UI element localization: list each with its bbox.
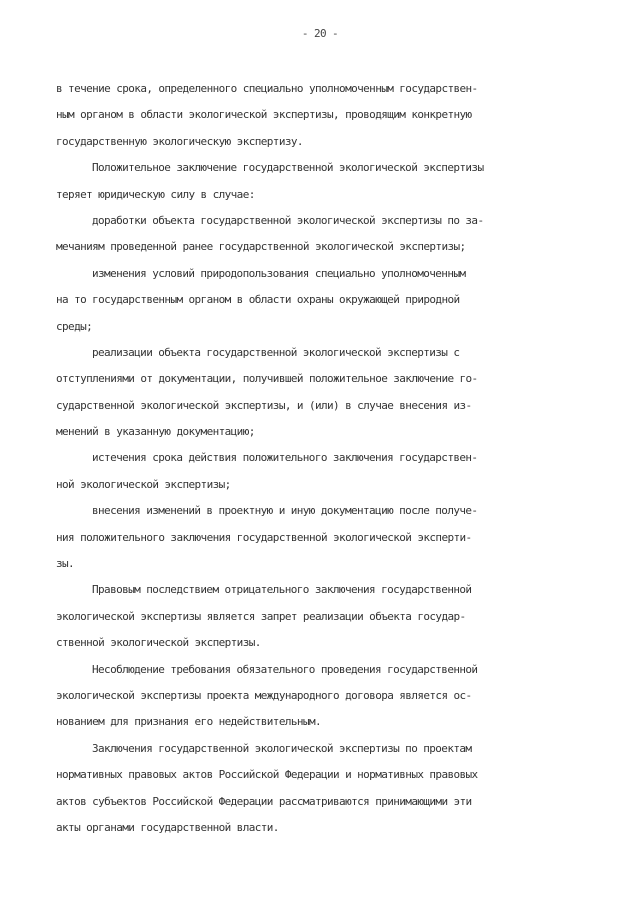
text-line: акты органами государственной власти.: [56, 820, 279, 834]
text-line: на то государственным органом в области охраны окружающей природной: [56, 293, 460, 307]
paragraph-first-line: внесения изменений в проектную и иную документацию после получе-: [92, 504, 478, 518]
paragraph-first-line: Положительное заключение государственной экологической экспертизы: [92, 161, 484, 175]
text-line: экологической экспертизы проекта международного договора является ос-: [56, 688, 472, 702]
text-line: ственной экологической экспертизы.: [56, 636, 261, 650]
paragraph-first-line: реализации объекта государственной экологической экспертизы с: [92, 345, 460, 359]
text-line: зы.: [56, 557, 75, 571]
text-line: экологической экспертизы является запрет реализации объекта государ-: [56, 609, 466, 623]
text-line: в течение срока, определенного специально уполномоченным государствен-: [56, 82, 478, 95]
text-line: среды;: [56, 319, 93, 333]
paragraph-first-line: истечения срока действия положительного заключения государствен-: [92, 451, 478, 465]
paragraph-first-line: изменения условий природопользования специально уполномоченным: [92, 266, 466, 280]
text-line: сударственной экологической экспертизы, и (или) в случае внесения из-: [56, 398, 472, 412]
body-text: [56, 76, 596, 841]
text-line: актов субъектов Российской Федерации рассматриваются принимающими эти: [56, 794, 472, 808]
text-line: теряет юридическую силу в случае:: [56, 187, 255, 201]
paragraph-first-line: Заключения государственной экологической экспертизы по проектам: [92, 741, 472, 755]
paragraph-first-line: доработки объекта государственной экологической экспертизы по за-: [92, 213, 484, 227]
text-line: ной экологической экспертизы;: [56, 477, 231, 491]
text-line: нормативных правовых актов Российской Федерации и нормативных правовых: [56, 768, 478, 782]
paragraph-first-line: Несоблюдение требования обязательного проведения государственной: [92, 662, 478, 676]
text-line: отступлениями от документации, получившей положительное заключение го-: [56, 372, 478, 386]
text-line: менений в указанную документацию;: [56, 425, 255, 439]
text-line: ным органом в области экологической экспертизы, проводящим конкретную: [56, 108, 472, 122]
paragraph-first-line: Правовым последствием отрицательного заключения государственной: [92, 583, 472, 597]
page-number: - 20 -: [301, 27, 339, 40]
text-line: ния положительного заключения государственной экологической эксперти-: [56, 530, 472, 544]
text-line: государственную экологическую экспертизу.: [56, 134, 303, 148]
text-line: мечаниям проведенной ранее государственной экологической экспертизы;: [56, 240, 466, 254]
text-line: нованием для признания его недействительным.: [56, 715, 321, 729]
